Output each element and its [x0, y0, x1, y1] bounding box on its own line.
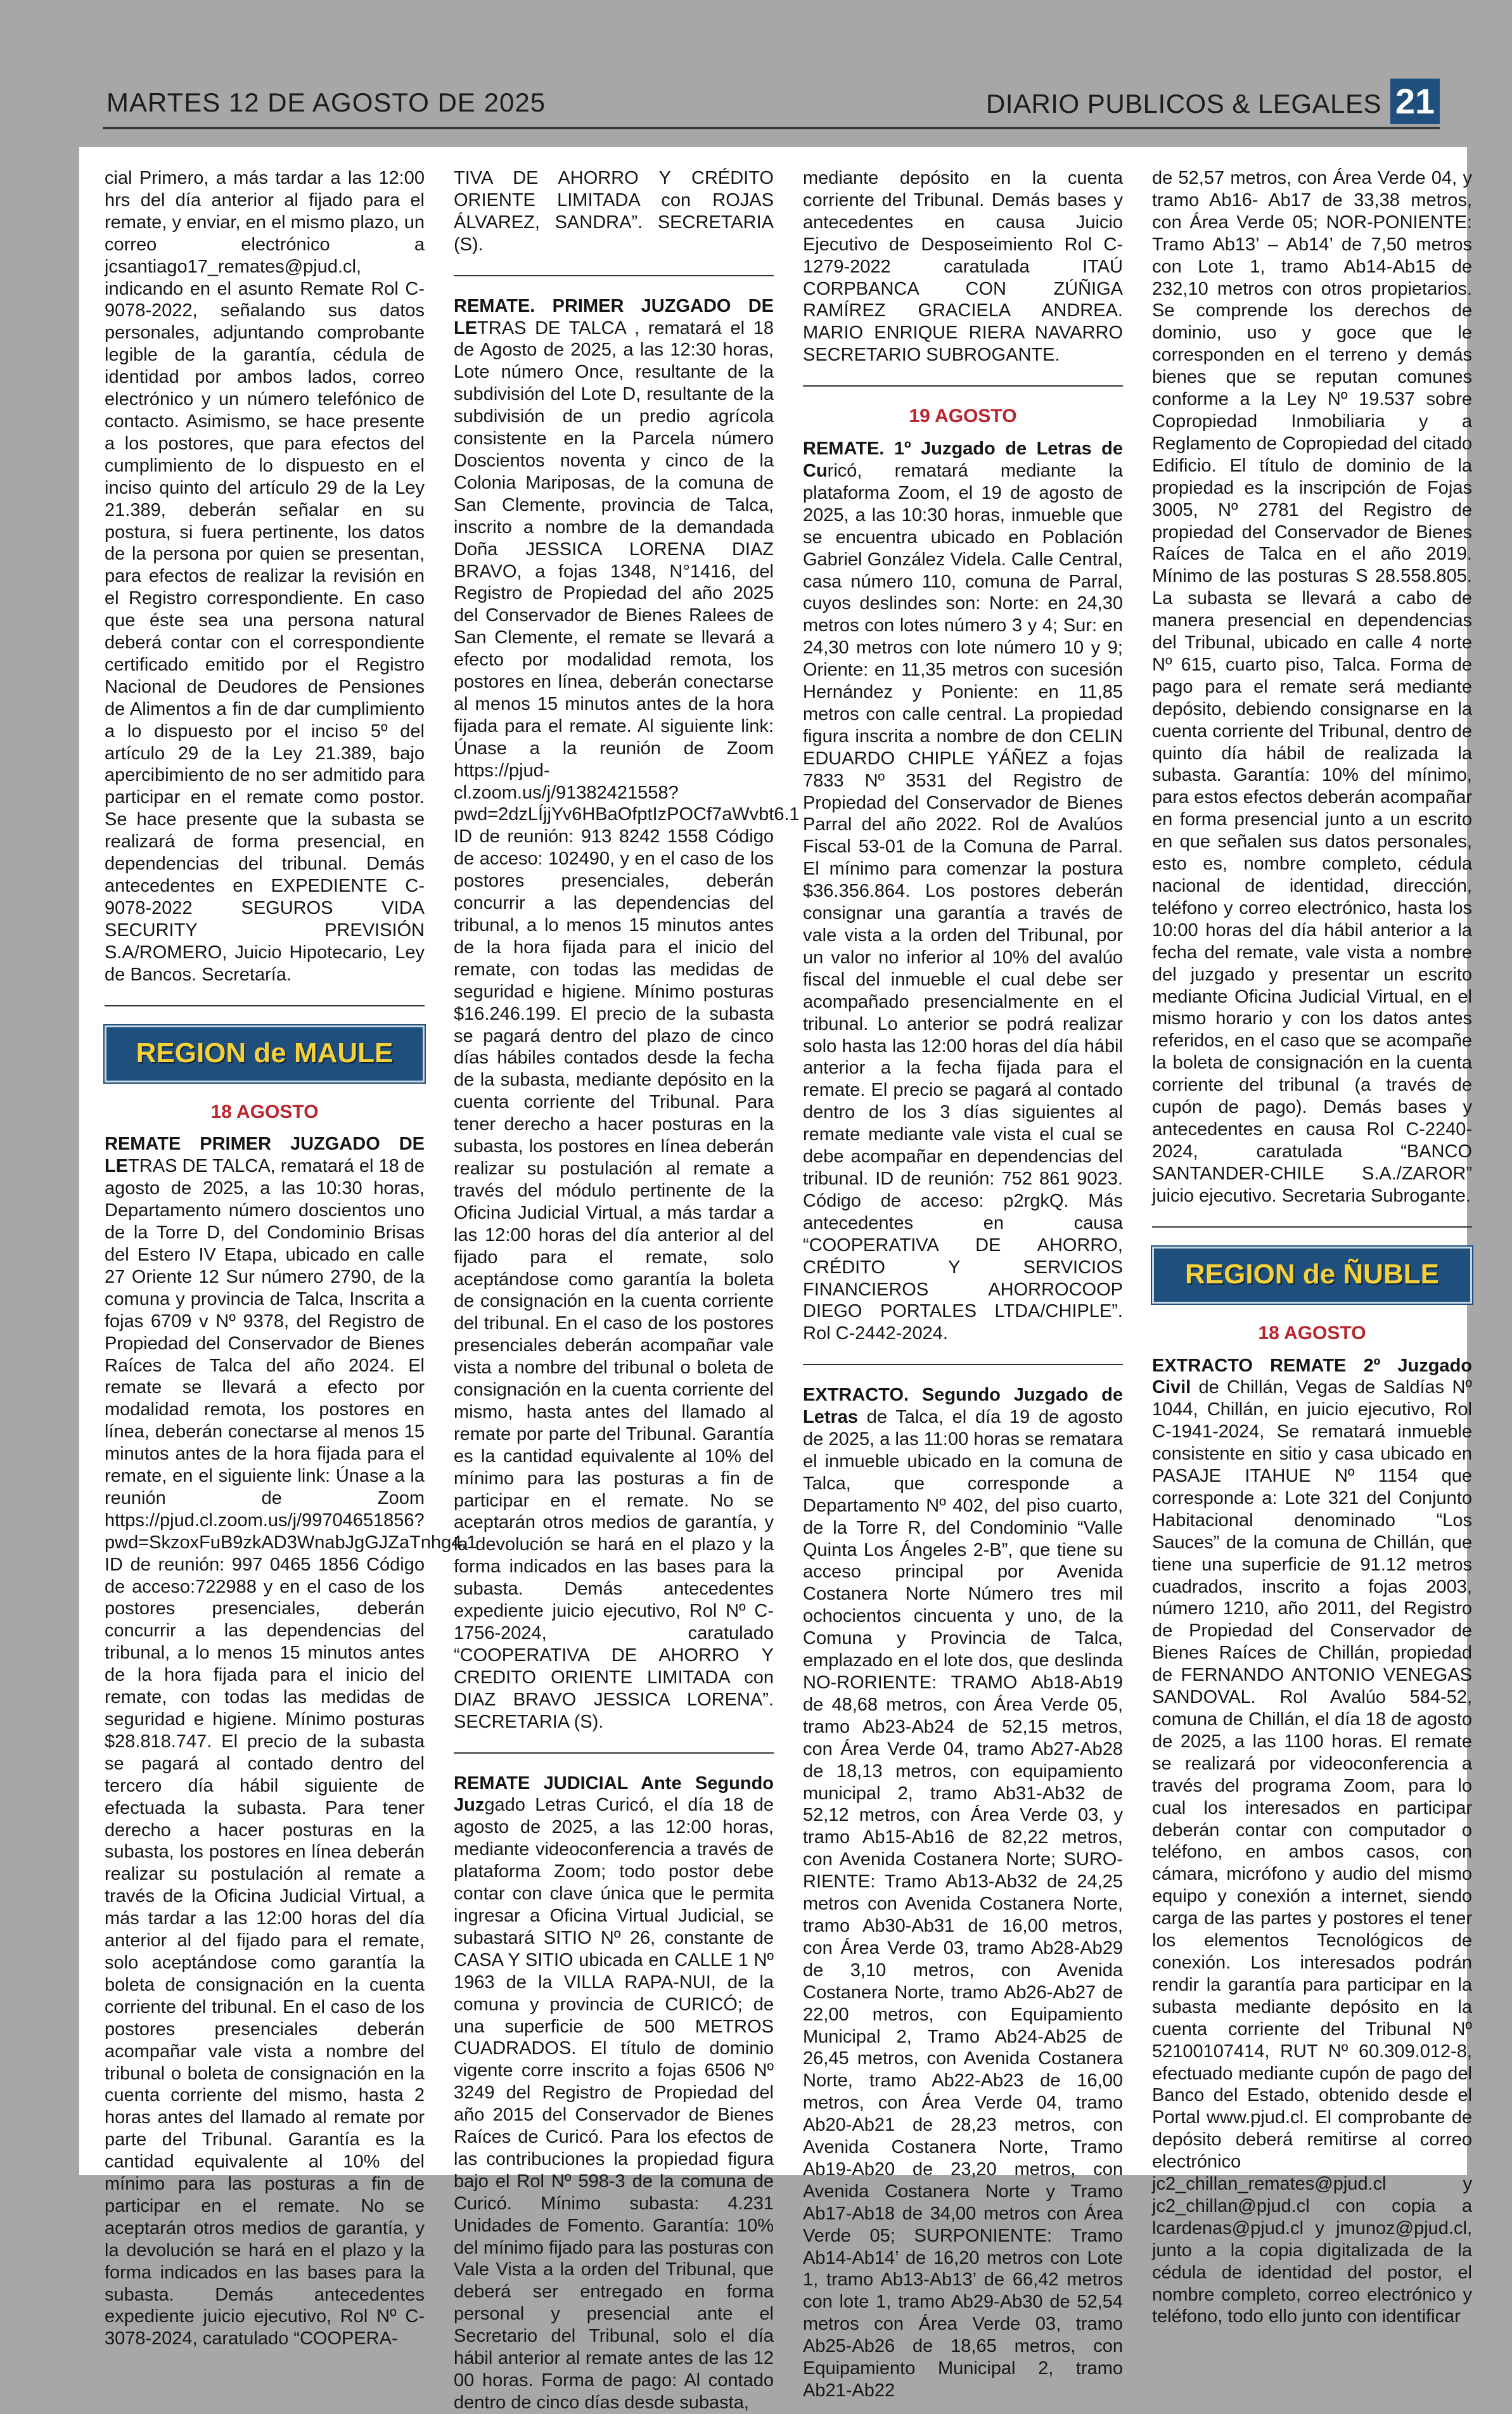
notice-text: mediante depósito en la cuenta corriente del Tribunal. Demás bases y antecedentes en causa Juicio Ejecutivo de Desposeimiento Rol C-1279-2022 caratulada ITAÚ CORPBANCA CON ZÚÑIGA RAMÍREZ GRACIELA ANDREA. MARIO ENRIQUE RIERA NAVARRO SECRETARIO SUBROGANTE. [803, 168, 1123, 366]
notice-text: cial Primero, a más tardar a las 12:00 hrs del día anterior al fijado para el remate, y enviar, en el mismo plazo, un correo electrónico a jcsantiago17_remates@pjud.cl, indicando en el asunto Remate Rol C-9078-2022, señalando sus datos personales, adjuntando comprobante legible de la garantía, cédula de identidad por ambos lados, correo electrónico y un número telefónico de contacto. Asimismo, se hace presente a los postores, que para efectos del cumplimiento de lo dispuesto en el inciso quinto del artículo 29 de la Ley 21.389, deberán señalar en su postura, si fuera pertinente, los datos de la persona por quien se presentan, para efectos de realizar la revisión en el Registro correspondiente. En caso que éste sea una persona natural deberá contar con el correspondiente certificado emitido por el Registro Nacional de Deudores de Pensiones de Alimentos a fin de dar cumplimiento a lo dispuesto por el inciso 5º del artículo 29 de la Ley 21.389, bajo apercibimiento de no ser admitido para participar en el remate como postor. Se hace presente que la subasta se realizará de forma presencial, en dependencias del tribunal. Demás antecedentes en EXPEDIENTE C-9078-2022 SEGUROS VIDA SECURITY PREVISIÓN S.A/ROMERO, Juicio Hipotecario, Ley de Bancos. Secretaría. [105, 168, 425, 985]
notice-lead: EXTRACTO. Segundo Juzgado de Letras [803, 1385, 1123, 1428]
notice-lead: REMATE. 1º Juzgado de Letras de Cu [803, 439, 1123, 481]
page-number-badge: 21 [1390, 79, 1440, 124]
date-heading: 18 AGOSTO [210, 1101, 319, 1122]
column-1 [105, 167, 477, 2349]
date-heading: 18 AGOSTO [1258, 1322, 1366, 1344]
divider [454, 1752, 774, 1754]
notice-body: de Talca, el día 19 de agosto de 2025, a las 11:00 horas se rematara el inmueble ubicado en la comuna de Talca, que corresponde a Departamento Nº 402, del piso cuarto, de la Torre R, del Condominio “Valle Quinta Los Ángeles 2-B”, que tiene su acceso principal por Avenida Costanera Norte Número tres mil ochocientos cincuenta y uno, de la Comuna y Provincia de Talca, emplazado en el lote dos, que deslinda NO-RORIENTE: TRAMO Ab18-Ab19 de 48,68 metros, con Área Verde 05, tramo Ab23-Ab24 de 52,15 metros, con Área Verde 04, tramo Ab27-Ab28 de 18,13 metros, con equipamiento municipal 2, tramo Ab31-Ab32 de 52,12 metros, con Área Verde 03, y tramo Ab15-Ab16 de 82,22 metros, con Avenida Costanera Norte; SURO-RIENTE: Tramo Ab13-Ab32 de 24,25 metros con Avenida Costanera Norte, tramo Ab30-Ab31 de 16,00 metros, con Área Verde 03, tramo Ab28-Ab29 de 3,10 metros, con Avenida Costanera Norte, tramo Ab26-Ab27 de 22,00 metros, con Equipamiento Municipal 2, Tramo Ab24-Ab25 de 26,45 metros, con Avenida Costanera Norte, tramo Ab22-Ab23 de 16,00 metros, con Área Verde 04, tramo Ab20-Ab21 de 28,23 metros, con Avenida Costanera Norte, Tramo Ab19-Ab20 de 23,20 metros, con Avenida Costanera Norte y Tramo Ab17-Ab18 de 34,00 metros con Área Verde 05; SURPONIENTE: Tramo Ab14-Ab14’ de 16,20 metros con Lote 1, tramo Ab13-Ab13’ de 66,42 metros con lote 1, tramo Ab29-Ab30 de 52,54 metros con Área Verde 03, tramo Ab25-Ab26 de 18,65 metros, con Equipamiento Municipal 2, tramo Ab21-Ab22 [803, 1407, 1123, 2401]
issue-date: MARTES 12 DE AGOSTO DE 2025 [106, 87, 546, 117]
region-banner-maule [105, 1025, 425, 1082]
page-content [79, 147, 1472, 2413]
divider [1152, 1226, 1472, 1228]
date-heading: 19 AGOSTO [909, 406, 1017, 427]
notice-text [105, 1133, 477, 2350]
notice-body: gado Letras Curicó, el día 18 de agosto de 2025, a las 12:00 horas, mediante videoconferencia a través de plataforma Zoom; todo postor debe contar con clave única que le permita ingresar a Oficina Virtual Judicial, se subastará SITIO Nº 26, constante de CASA Y SITIO ubicada en CALLE 1 Nº 1963 de la VILLA RAPA-NUI, de la comuna y provincia de CURICÓ; de una superficie de 500 METROS CUADRADOS. El título de dominio vigente corre inscrito a fojas 6506 Nº 3249 del Registro de Propiedad del año 2015 del Conservador de Bienes Raíces de Curicó. Para los efectos de las contribuciones la propiedad figura bajo el Rol Nº 598-3 de la comuna de Curicó. Mínimo subasta: 4.231 Unidades de Fomento. Garantía: 10% del mínimo fijado para las posturas con Vale Vista a la orden del Tribunal, que deberá ser entregado en forma personal y presencial ante el Secretario del Tribunal, solo el día hábil anterior al remate antes de las 12 00 horas. Forma de pago: Al contado dentro de cinco días desde subasta, [454, 1795, 774, 2413]
notice-text: de 52,57 metros, con Área Verde 04, y tramo Ab16- Ab17 de 33,38 metros, con Área Verde 05; NOR-PONIENTE: Tramo Ab13’ – Ab14’ de 7,50 metros con Lote 1, tramo Ab14-Ab15 de 232,10 metros con otros propietarios. Se comprende los derechos de dominio, uso y goce que le corresponden en el terreno y demás bienes que se reputan comunes conforme a la Ley Nº 19.537 sobre Copropiedad Inmobiliaria y a Reglamento de Copropiedad del citado Edificio. El título de dominio de la propiedad es la inscripción de Fojas 3005, Nº 2781 del Registro de propiedad del Conservador de Bienes Raíces de Talca en el año 2019. Mínimo de las posturas S 28.558.805. La subasta se llevará a cabo de manera presencial en dependencias del Tribunal, ubicado en calle 4 norte Nº 615, cuarto piso, Talca. Forma de pago para el remate será mediante depósito, debiendo consignarse en la cuenta corriente del Tribunal, dentro de quinto día hábil de realizada la subasta. Garantía: 10% del mínimo, para estos efectos deberán acompañar en forma presencial junto a un escrito en que señalen sus datos personales, esto es, nombre completo, cédula nacional de identidad, dirección, teléfono y correo electrónico, hasta los 10:00 horas del día hábil anterior a la fecha del remate, vale vista a nombre del juzgado y presentar un escrito mediante Oficina Judicial Virtual, en el mismo horario y con los datos antes referidos, en el caso que se acompañe la boleta de consignación en la cuenta corriente del tribunal (a través de cupón de pago). Demás bases y antecedentes en causa Rol C-2240-2024, caratulada “BANCO SANTANDER-CHILE S.A./ZAROR” juicio ejecutivo. Secretaria Subrogante. [1152, 168, 1472, 1206]
notice-text [803, 438, 1123, 1345]
divider [105, 1005, 425, 1006]
notice-body: TRAS DE TALCA, rematará el 18 de agosto de 2025, a las 10:30 horas, Departamento número doscientos uno de la Torre D, del Condominio Brisas del Estero IV Etapa, ubicado en calle 27 Oriente 12 Sur número 2790, de la comuna y provincia de Talca, Inscrita a fojas 6709 v Nº 9378, del Registro de Propiedad del Conservador de Bienes Raíces de Talca del año 2024. El remate se llevará a efecto por modalidad remota, los postores en línea, deberán conectarse al menos 15 minutos antes de la hora fijada para el remate, en el siguiente link: Únase a la reunión de Zoom https://pjud.cl.zoom.us/j/99704651856?pwd=SkzoxFuB9zkAD3WnabJgGJZaTnhg4.1 ID de reunión: 997 0465 1856 Código de acceso:722988 y en el caso de los postores presenciales, deberán concurrir a las dependencias del tribunal, a lo menos 15 minutos antes de la hora fijada para el inicio del remate, con todas las medidas de seguridad e higiene. Mínimo posturas $28.818.747. El precio de la subasta se pagará al contado dentro del tercero día hábil siguiente de efectuada la subasta. Para tener derecho a hacer posturas en la subasta, los postores en línea deberán realizar su postulación al remate a través de la Oficina Judicial Virtual, a más tardar a las 12:00 horas del día anterior al del fijado para el remate, solo aceptándose como garantía la boleta de consignación en la cuenta corriente del tribunal. En el caso de los postores presenciales deberán acompañar vale vista a nombre del tribunal o boleta de consignación en la cuenta corriente del mismo, hasta 2 horas antes del llamado al remate por parte del Tribunal. Garantía es la cantidad equivalente al 10% del mínimo para las posturas a fin de participar en el remate. No se aceptarán otros medios de garantía, y la devolución se hará en el plazo y la forma indicados en las bases para la subasta. Demás antecedentes expediente juicio ejecutivo, Rol Nº C-3078-2024, caratulado “COOPERA- [105, 1156, 477, 2349]
column-4 [1152, 167, 1472, 2327]
page-header [103, 76, 1440, 129]
notice-lead: REMATE PRIMER JUZGADO DE LE [105, 1134, 425, 1177]
text-columns [105, 167, 1478, 2413]
newspaper-name: DIARIO PUBLICOS & LEGALES [985, 89, 1381, 119]
notice-text [803, 1384, 1123, 2402]
notice-lead: REMATE JUDICIAL Ante Segundo Juz [454, 1773, 774, 1816]
notice-lead: EXTRACTO REMATE 2º Juzgado Civil [1152, 1355, 1472, 1398]
notice-text [1152, 1355, 1472, 2328]
notice-text [454, 1773, 774, 2414]
notice-body: de Chillán, Vegas de Saldías Nº 1044, Chillán, en juicio ejecutivo, Rol C-1941-2024, Se rematará inmueble consistente en sitio y casa ubicado en PASAJE ITAHUE Nº 1154 que corresponde a: Lote 321 del Conjunto Habitacional denominado “Los Sauces” de la comuna de Chillán, que tiene una superficie de 91.12 metros cuadrados, inscrito a fojas 2003, número 1210, año 2011, del Registro de Propiedad del Conservador de Bienes Raíces de Chillán, propiedad de FERNANDO ANTONIO VENEGAS SANDOVAL. Rol Avalúo 584-52, comuna de Chillán, el día 18 de agosto de 2025, a las 1100 horas. El remate se realizará por videoconferencia a través del programa Zoom, para lo cual los interesados en participar deberán contar con computador o teléfono, en ambos casos, con cámara, micrófono y audio del mismo equipo y conexión a internet, siendo carga de las partes y postores el tener los elementos Tecnológicos de conexión. Los interesados podrán rendir la garantía para participar en la subasta mediante depósito en la cuenta corriente del Tribunal Nº 52100107414, RUT Nº 60.309.012-8, efectuado mediante cupón de pago del Banco del Estado, obtenido desde el Portal www.pjud.cl. El comprobante de depósito deberá remitirse al correo electrónico jc2_chillan_remates@pjud.cl y jc2_chillan@pjud.cl con copia a lcardenas@pjud.cl y jmunoz@pjud.cl, junto a la copia digitalizada de la cédula de identidad del postor, el nombre completo, correo electrónico y teléfono, todo ello junto con identificar [1152, 1377, 1472, 2327]
notice-body: ricó, rematará mediante la plataforma Zoom, el 19 de agosto de 2025, a las 10:30 horas, inmueble que se encuentra ubicado en Población Gabriel González Videla. Calle Central, casa número 110, comuna de Parral, cuyos deslindes son: Norte: en 24,30 metros con lotes número 3 y 4; Sur: en 24,30 metros con lote número 10 y 9; Oriente: en 11,35 metros con sucesión Hernández y Poniente: en 11,85 metros con calle central. La propiedad figura inscrita a nombre de don CELIN EDUARDO CHIPLE YÁÑEZ a fojas 7833 Nº 3531 del Registro de Propiedad del Conservador de Bienes Parral del año 2022. Rol de Avalúos Fiscal 53-01 de la Comuna de Parral. El mínimo para comenzar la postura $36.356.864. Los postores deberán consignar una garantía a través de vale vista a la orden del Tribunal, por un valor no inferior al 10% del avalúo fiscal del inmueble el cual debe ser acompañado presencialmente en el tribunal. Lo anterior se podrá realizar solo hasta las 12:00 horas del día hábil anterior a la fecha fijada para el remate. El precio se pagará al contado dentro de los 3 días siguientes al remate mediante vale vista el cual se debe acompañar en dependencias del tribunal. ID de reunión: 752 861 9023. Código de acceso: p2rgkQ. Más antecedentes en causa “COOPERATIVA DE AHORRO, CRÉDITO Y SERVICIOS FINANCIEROS AHORROCOOP DIEGO PORTALES LTDA/CHIPLE”. Rol C-2442-2024. [803, 460, 1123, 1344]
divider [803, 385, 1123, 387]
region-title: REGION de MAULE [136, 1037, 394, 1069]
notice-text: TIVA DE AHORRO Y CRÉDITO ORIENTE LIMITADA con ROJAS ÁLVAREZ, SANDRA”. SECRETARIA (S). [454, 168, 774, 255]
divider [803, 1364, 1123, 1365]
region-banner-nuble [1152, 1247, 1472, 1304]
column-3 [803, 167, 1123, 2401]
notice-lead: REMATE. PRIMER JUZGADO DE LE [454, 295, 774, 338]
divider [454, 275, 774, 276]
notice-text [454, 295, 800, 1733]
column-2 [454, 167, 800, 2413]
notice-body: TRAS DE TALCA , rematará el 18 de Agosto de 2025, a las 12:30 horas, Lote número Once, resultante de la subdivisión del Lote D, resultante de la subdivisión de un predio agrícola consistente en la Parcela número Doscientos noventa y cinco de la Colonia Mariposas, de la comuna de San Clemente, provincia de Talca, inscrito a nombre de la demandada Doña JESSICA LORENA DIAZ BRAVO, a fojas 1348, N°1416, del Registro de Propiedad del año 2025 del Conservador de Bienes Ralees de San Clemente, el remate se llevará a efecto por modalidad remota, los postores en línea, deberán conectarse al menos 15 minutos antes de la hora fijada para el remate. Al siguiente link: Únase a la reunión de Zoom https://pjud-cl.zoom.us/j/91382421558?pwd=2dzLÍjjYv6HBaOfptIzPOCf7aWvbt6.1 ID de reunión: 913 8242 1558 Código de acceso: 102490, y en el caso de los postores presenciales, deberán concurrir a las dependencias del tribunal, a lo menos 15 minutos antes de la hora fijada para el inicio del remate, con todas las medidas de seguridad e higiene. Mínimo posturas $16.246.199. El precio de la subasta se pagará dentro del plazo de cinco días hábiles contados desde la fecha de la subasta, mediante depósito en la cuenta corriente del Tribunal. Para tener derecho a hacer posturas en la subasta, los postores en línea deberán realizar su postulación al remate a través del módulo pertinente de la Oficina Judicial Virtual, a más tardar a las 12:00 horas del día anterior al del fijado para el remate, solo aceptándose como garantía la boleta de consignación en la cuenta corriente del tribunal. En el caso de los postores presenciales deberán acompañar vale vista a nombre del tribunal o boleta de consignación en la cuenta corriente del mismo, hasta antes del llamado al remate por parte del Tribunal. Garantía es la cantidad equivalente al 10% del mínimo para las posturas a fin de participar en el remate. No se aceptarán otros medios de garantía, y la devolución se hará en el plazo y la forma indicados en las bases para la subasta. Demás antecedentes expediente juicio ejecutivo, Rol Nº C-1756-2024, caratulado “COOPERATIVA DE AHORRO Y CREDITO ORIENTE LIMITADA con DIAZ BRAVO JESSICA LORENA”. SECRETARIA (S). [454, 318, 800, 1732]
region-title: REGION de ÑUBLE [1185, 1259, 1439, 1290]
